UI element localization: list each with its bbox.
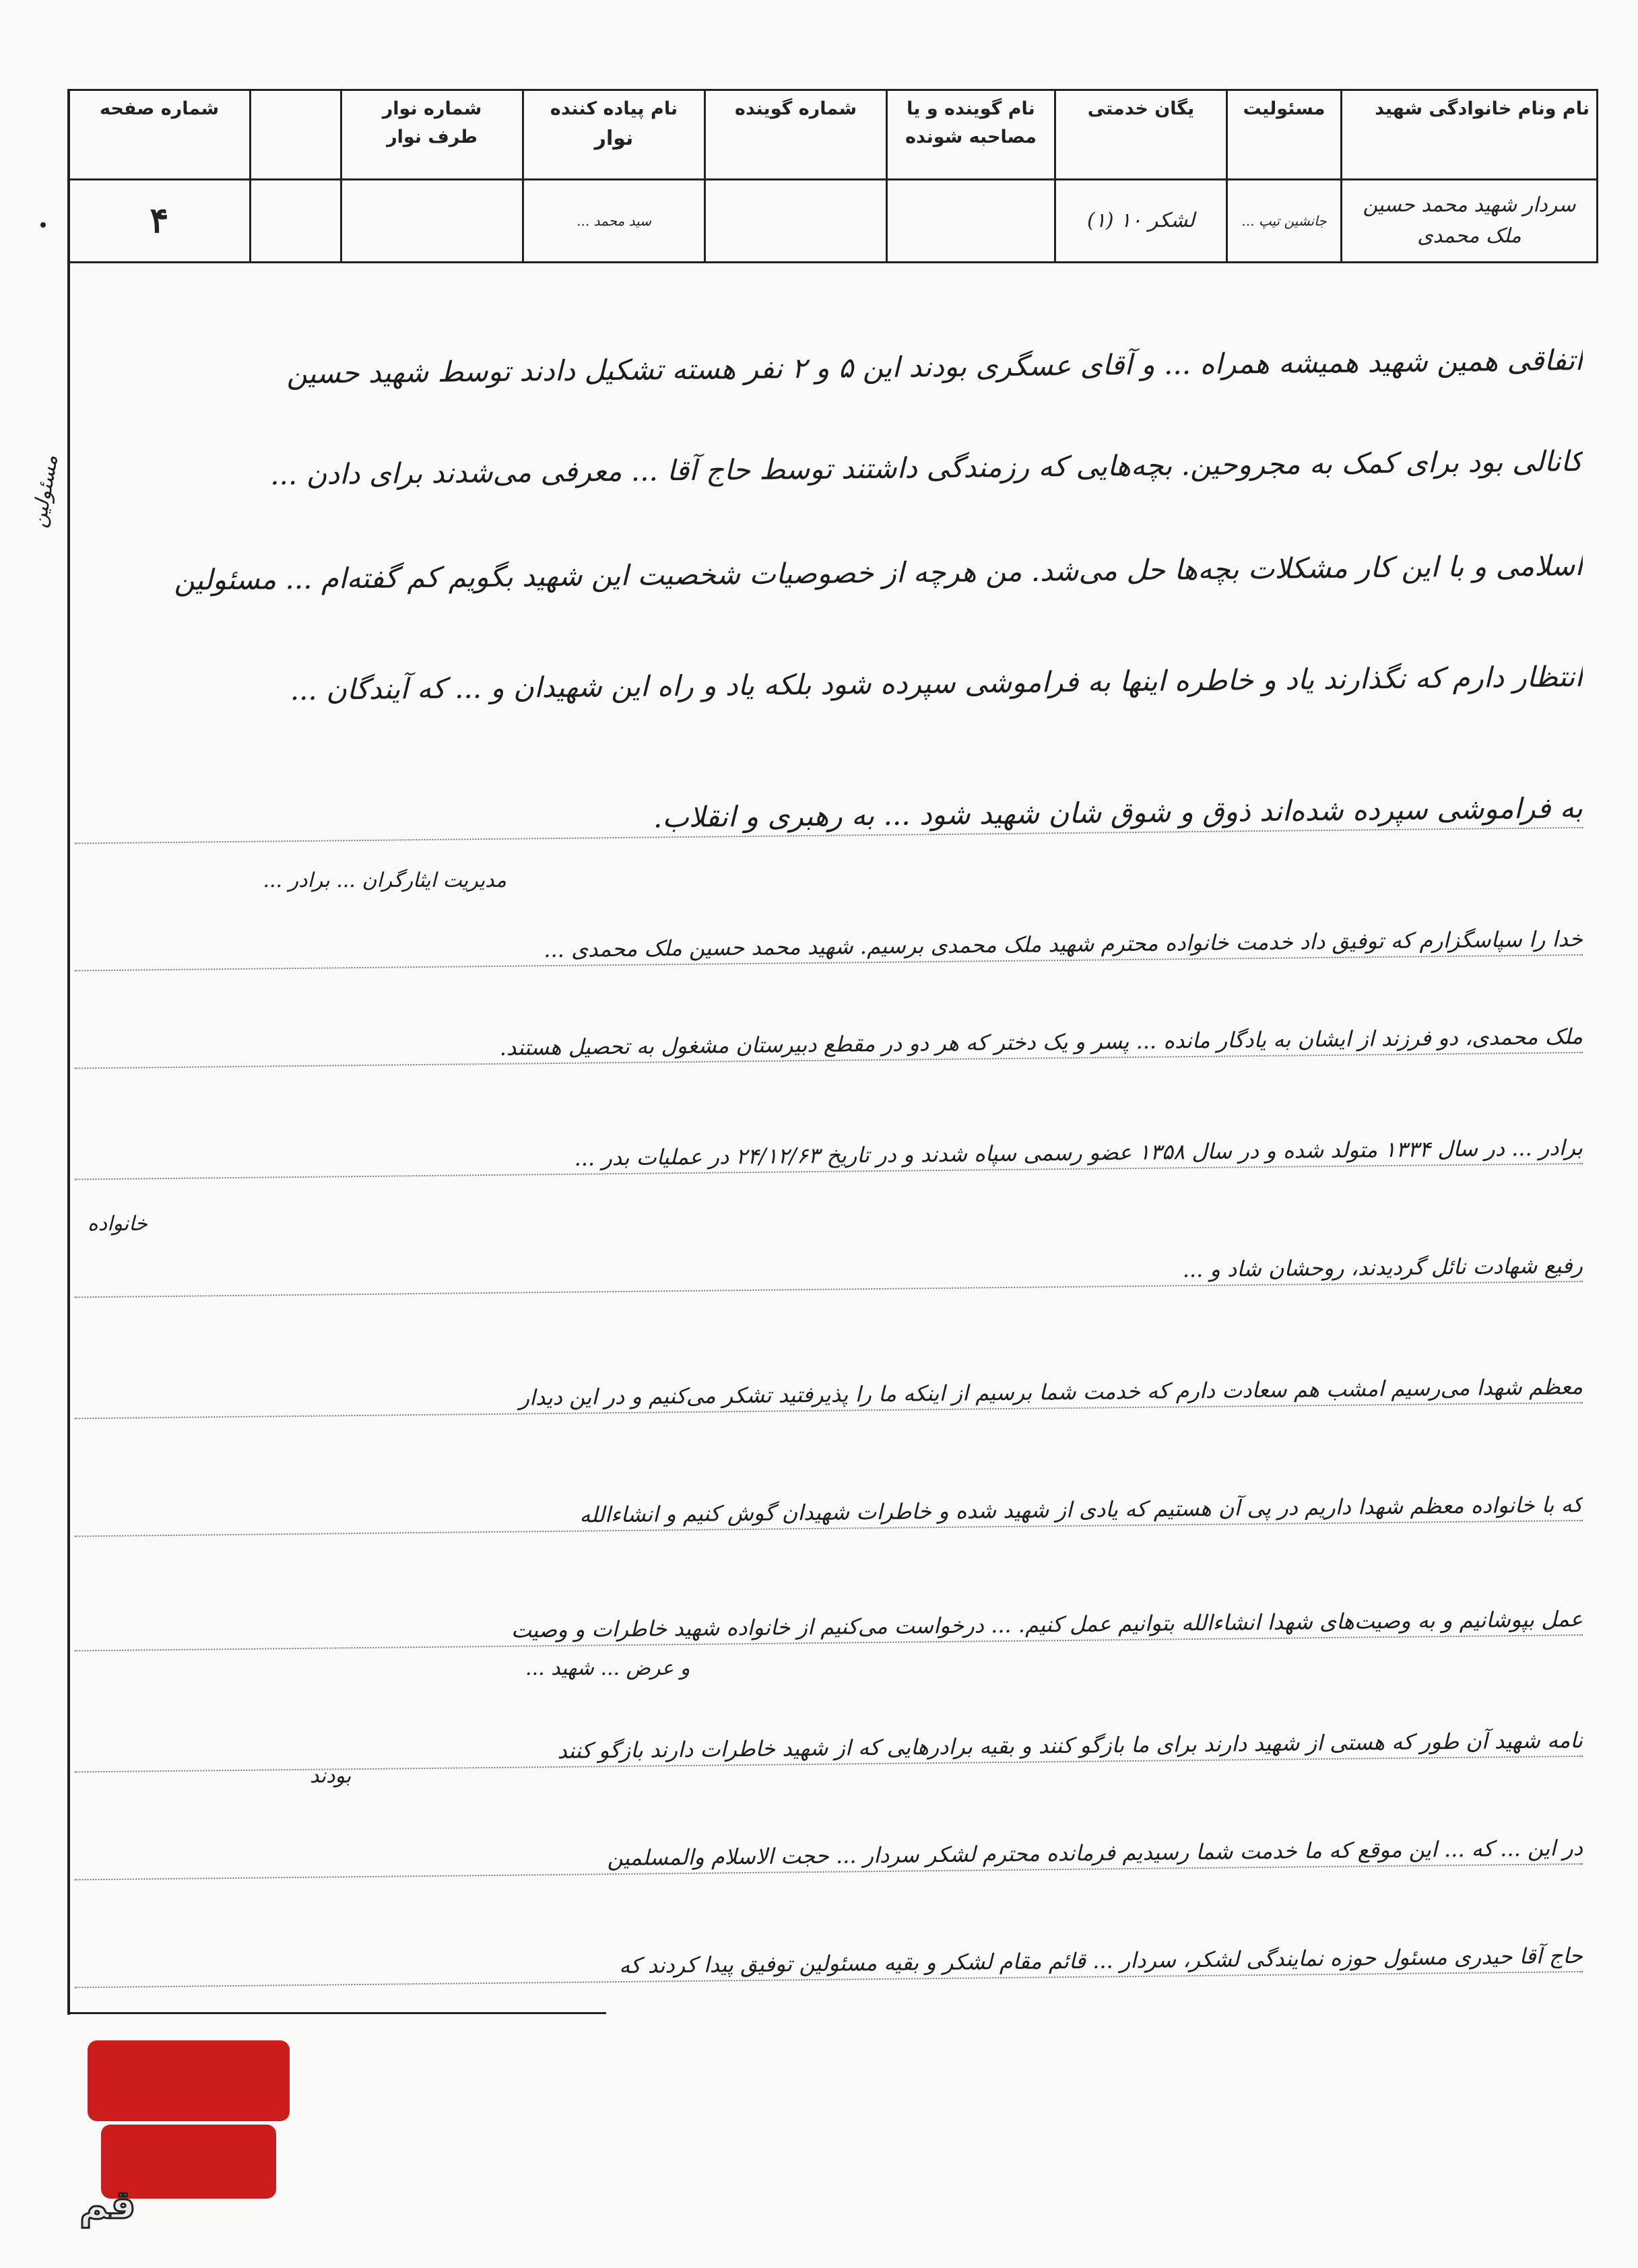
header-labels-row xyxy=(69,90,1598,180)
label-interviewee: نام گوینده و یا مصاحبه شونده xyxy=(887,90,1055,180)
value-unit: لشکر ۱۰ (۱) xyxy=(1055,180,1227,263)
value-blank xyxy=(251,180,341,263)
handwritten-line: کانالی بود برای کمک به مجروحین. بچه‌هایی که رزمندگی داشتند توسط حاج آقا ... معرفی می‌شدند برای دادن ... xyxy=(269,444,1583,492)
margin-note-insert: و عرض ... شهید ... xyxy=(525,1657,690,1680)
header-values-row xyxy=(69,180,1598,263)
label-tape-number: شماره نوار xyxy=(382,98,482,119)
label-speaker-number: شماره گوینده xyxy=(705,90,887,180)
handwritten-line: خدا را سپاسگزارم که توفیق داد خدمت خانواده محترم شهید ملک محمدی برسیم. شهید محمد حسین ملک محمدی ... xyxy=(74,926,1583,971)
handwritten-line: که با خانواده معظم شهدا داریم در پی آن هستیم که یادی از شهید شده و خاطرات شهیدان گوش کنیم و انشاءالله xyxy=(74,1492,1583,1537)
value-speaker-number xyxy=(705,180,887,263)
handwritten-line: نامه شهید آن طور که هستی از شهید دارند برای ما بازگو کنند و بقیه برادرهایی که از شهید خاطرات دارند بازگو کنند xyxy=(74,1727,1583,1772)
handwritten-line: به فراموشی سپرده شده‌اند ذوق و شوق شان شهید شود ... به رهبری و انقلاب. xyxy=(74,791,1583,844)
handwritten-line: عمل بپوشانیم و به وصیت‌های شهدا انشاءالله بتوانیم عمل کنیم. ... درخواست می‌کنیم از خانواده شهید خاطرات و وصیت xyxy=(74,1606,1583,1651)
handwritten-line: انتظار دارم که نگذارند یاد و خاطره اینها به فراموشی سپرده شود بلکه یاد و راه این شهیدان و ... که آیندگان ... xyxy=(290,660,1583,707)
margin-note-insert: مدیریت ایثارگران ... برادر ... xyxy=(263,869,506,892)
handwritten-line: ملک محمدی، دو فرزند از ایشان به یادگار مانده ... پسر و یک دختر که هر دو در مقطع دبیرستان مشغول به تحصیل هستند. xyxy=(74,1024,1583,1069)
margin-dot xyxy=(40,222,46,228)
label-unit: یگان خدمتی xyxy=(1055,90,1227,180)
margin-note-left: مسئولین xyxy=(27,453,63,530)
interview-header-table xyxy=(67,89,1598,263)
value-tape xyxy=(341,180,523,263)
label-blank xyxy=(251,90,341,180)
margin-note-insert: بودند xyxy=(310,1764,352,1788)
logo-city-text: قم xyxy=(79,2182,136,2228)
svg-text:نوید: نوید xyxy=(130,2128,247,2197)
handwritten-line: حاج آقا حیدری مسئول حوزه نمایندگی لشکر، سردار ... قائم مقام لشکر و بقیه مسئولین توفیق پیدا کردند که xyxy=(74,1943,1583,1988)
frame-bottom-rule xyxy=(67,2012,606,2014)
frame-left-rule xyxy=(67,89,70,2015)
label-transcriber xyxy=(523,90,705,180)
handwritten-line: اسلامی و با این کار مشکلات بچه‌ها حل می‌شد. من هرچه از خصوصیات شخصیت این شهید بگویم کم گفته‌ام ... مسئولین xyxy=(174,549,1583,597)
label-tape xyxy=(341,90,523,180)
label-page-number: شماره صفحه xyxy=(69,90,251,180)
svg-text:شاهد: شاهد xyxy=(110,2046,267,2115)
handwritten-line: معظم شهدا می‌رسیم امشب هم سعادت دارم که خدمت شما برسیم از اینکه ما را پذیرفتید تشکر می‌کنیم و در این دیدار xyxy=(74,1374,1583,1419)
label-transcriber-line1: نام پیاده کننده xyxy=(550,98,678,119)
value-martyr-name: سردار شهید محمد حسین ملک محمدی xyxy=(1342,180,1598,263)
value-responsibility: جانشین تیپ ... xyxy=(1227,180,1342,263)
label-responsibility: مسئولیت xyxy=(1227,90,1342,180)
label-martyr-name: نام ونام خانوادگی شهید xyxy=(1342,90,1598,180)
label-transcriber-line2: نوار xyxy=(594,126,634,150)
handwritten-line: رفیع شهادت نائل گردیدند، روحشان شاد و ... xyxy=(74,1253,1583,1298)
value-page-number: ۴ xyxy=(69,180,251,263)
value-interviewee xyxy=(887,180,1055,263)
handwritten-line: اتفاقی همین شهید همیشه همراه ... و آقای عسگری بودند این ۵ و ۲ نفر هسته تشکیل دادند توسط شهید حسین xyxy=(286,343,1583,391)
handwritten-line: برادر ... در سال ۱۳۳۴ متولد شده و در سال ۱۳۵۸ عضو رسمی سپاه شدند و در تاریخ ۲۴/۱۲/۶۳ در عملیات بدر ... xyxy=(74,1135,1583,1180)
handwritten-line: در این ... که ... این موقع که ما خدمت شما رسیدیم فرمانده محترم لشکر سردار ... حجت الاسلام والمسلمین xyxy=(74,1835,1583,1880)
label-tape-side: طرف نوار xyxy=(387,126,478,147)
margin-note-insert: خانواده xyxy=(88,1212,148,1236)
value-transcriber: سید محمد ... xyxy=(523,180,705,263)
